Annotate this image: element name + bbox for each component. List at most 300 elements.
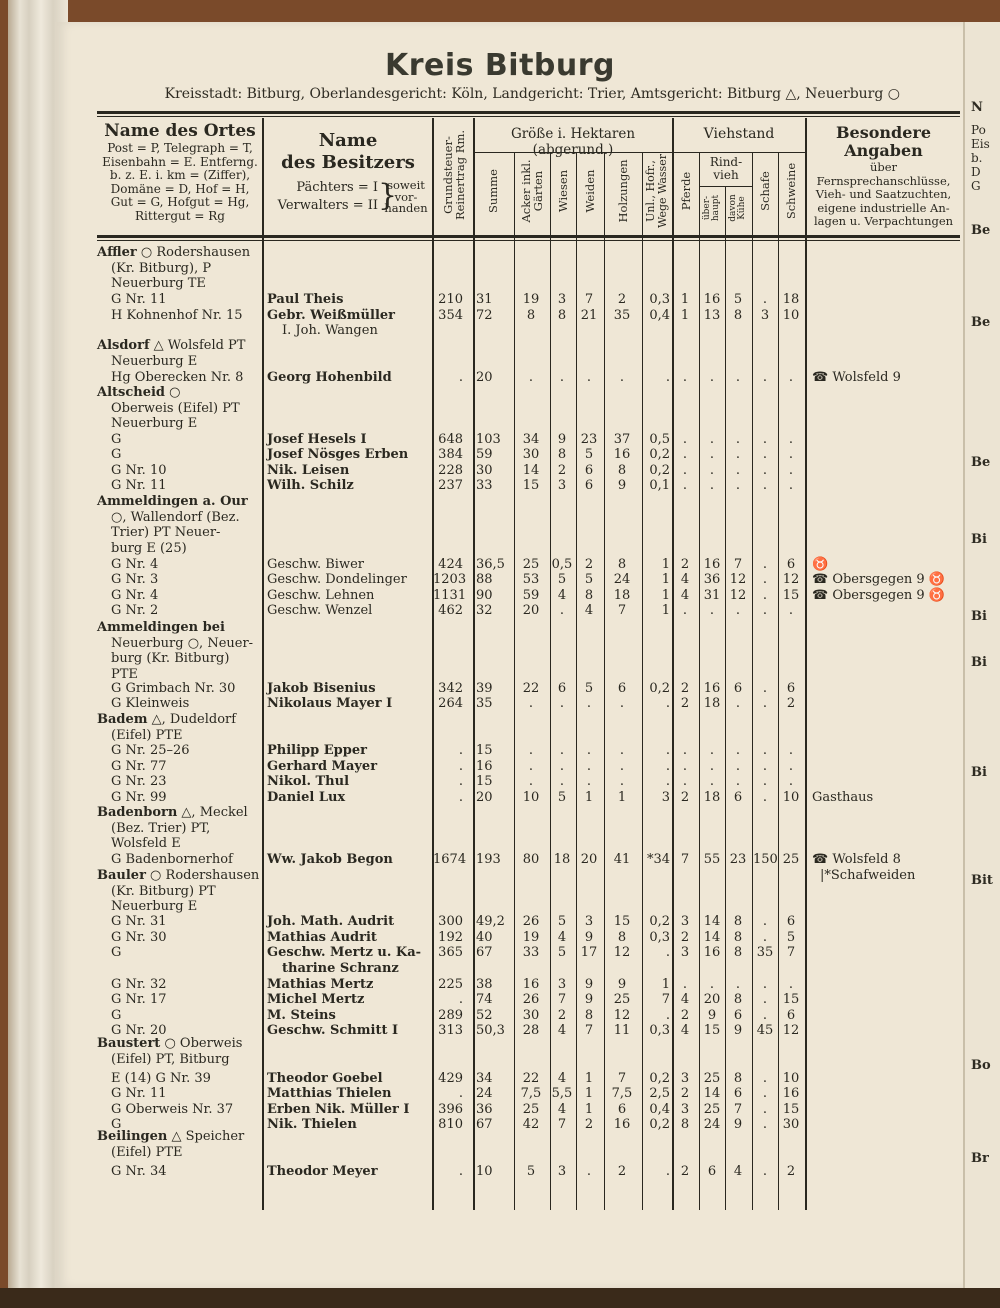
- schafe-cell: 35: [756, 945, 774, 960]
- estate-label: H Kohnenhof Nr. 15: [111, 308, 243, 323]
- header-kuehe: davon Kühe: [728, 194, 747, 222]
- owner-name: Josef Nösges Erben: [267, 447, 409, 462]
- owner-name: Geschw. Schmitt I: [267, 1023, 399, 1038]
- estate-label: G Nr. 25–26: [111, 743, 190, 758]
- col-divider: [514, 152, 515, 1210]
- schafe-cell: .: [762, 1086, 768, 1101]
- summe-cell: 72: [476, 308, 493, 323]
- weiden-cell: 17: [580, 945, 598, 960]
- grundsteuer-cell: 384: [438, 447, 463, 462]
- rindvieh-cell: 16: [703, 945, 721, 960]
- weiden-cell: 4: [584, 603, 594, 618]
- schweine-cell: 5: [786, 930, 796, 945]
- schweine-cell: 12: [782, 572, 800, 587]
- wiesen-cell: 6: [557, 681, 567, 696]
- schafe-cell: .: [762, 463, 768, 478]
- owner-name: Mathias Mertz: [267, 977, 374, 992]
- pferde-cell: 2: [680, 681, 690, 696]
- unl-cell: 0,4: [649, 1102, 670, 1117]
- schweine-cell: 16: [782, 1086, 800, 1101]
- location-name: Alsdorf △ Wolsfeld PT: [97, 338, 246, 353]
- header-summe: Summe: [486, 169, 500, 213]
- grundsteuer-cell: 354: [438, 308, 463, 323]
- summe-cell: 49,2: [476, 914, 505, 929]
- unl-cell: .: [665, 774, 670, 789]
- next-page-text: D: [971, 165, 981, 179]
- wiesen-cell: 5: [557, 790, 567, 805]
- holzungen-cell: 15: [613, 914, 631, 929]
- pferde-cell: 2: [680, 1008, 690, 1023]
- unl-cell: 2,5: [649, 1086, 670, 1101]
- acker-cell: 28: [522, 1023, 540, 1038]
- weiden-cell: 9: [584, 992, 594, 1007]
- unl-cell: 0,3: [649, 930, 670, 945]
- rindvieh-cell: .: [709, 759, 715, 774]
- header-bottom-rule-thin: [97, 240, 960, 241]
- holzungen-cell: .: [619, 370, 625, 385]
- location-name: Badenborn △, Meckel: [97, 805, 248, 820]
- estate-label: G Nr. 34: [111, 1164, 167, 1179]
- owner-name: Joh. Math. Audrit: [267, 914, 395, 929]
- acker-cell: 7,5: [520, 1086, 542, 1101]
- summe-cell: 35: [476, 696, 493, 711]
- unl-cell: 0,3: [649, 292, 670, 307]
- schafe-cell: 45: [756, 1023, 774, 1038]
- grundsteuer-cell: .: [458, 992, 463, 1007]
- schweine-cell: .: [788, 370, 794, 385]
- pferde-cell: .: [682, 370, 688, 385]
- rindvieh-cell: .: [709, 447, 715, 462]
- owner-name: Theodor Meyer: [267, 1164, 378, 1179]
- wiesen-cell: .: [559, 603, 565, 618]
- rindvieh-cell: 16: [703, 681, 721, 696]
- holzungen-cell: 24: [613, 572, 631, 587]
- estate-label: G Nr. 4: [111, 588, 159, 603]
- grundsteuer-cell: 300: [438, 914, 463, 929]
- pferde-cell: 2: [680, 557, 690, 572]
- kuehe-cell: 8: [733, 308, 743, 323]
- grundsteuer-cell: .: [458, 370, 463, 385]
- schweine-cell: .: [788, 447, 794, 462]
- kuehe-cell: 8: [733, 1071, 743, 1086]
- schweine-cell: 6: [786, 681, 796, 696]
- location-detail: (Kr. Bitburg), P: [111, 260, 212, 276]
- location-name: Altscheid ○: [97, 385, 181, 400]
- unl-cell: .: [665, 1008, 670, 1023]
- rindvieh-cell: 24: [703, 1117, 721, 1132]
- weiden-cell: 5: [584, 447, 594, 462]
- owner-name: Theodor Goebel: [267, 1071, 383, 1086]
- holzungen-cell: 7: [617, 603, 627, 618]
- unl-cell: 0,2: [649, 914, 670, 929]
- page-subtitle: Kreisstadt: Bitburg, Oberlandesgericht: Köln, Landgericht: Trier, Amtsgericht: Bitburg △, Neuerburg ○: [164, 86, 900, 102]
- grundsteuer-cell: 429: [438, 1071, 463, 1086]
- summe-cell: 31: [476, 292, 493, 307]
- grundsteuer-cell: 462: [438, 603, 463, 618]
- estate-label: G Nr. 20: [111, 1023, 167, 1038]
- wiesen-cell: 2: [557, 1008, 567, 1023]
- wiesen-cell: 9: [557, 432, 567, 447]
- weiden-cell: 8: [584, 1008, 594, 1023]
- acker-cell: 42: [522, 1117, 540, 1132]
- weiden-cell: .: [586, 774, 592, 789]
- rindvieh-cell: 14: [703, 930, 721, 945]
- estate-label: G Nr. 11: [111, 478, 167, 493]
- unl-cell: 0,5: [649, 432, 670, 447]
- schafe-cell: .: [762, 1102, 768, 1117]
- summe-cell: 10: [476, 1164, 493, 1179]
- owner-name: Geschw. Mertz u. Ka-: [267, 945, 422, 960]
- rindvieh-cell: 36: [703, 572, 721, 587]
- pferde-cell: .: [682, 447, 688, 462]
- pferde-cell: .: [682, 759, 688, 774]
- wiesen-cell: .: [559, 774, 565, 789]
- wiesen-cell: 0,5: [551, 557, 573, 572]
- wiesen-cell: 3: [557, 292, 567, 307]
- kuehe-cell: .: [735, 463, 741, 478]
- holzungen-cell: 6: [617, 681, 627, 696]
- col-divider: [262, 118, 264, 1210]
- col-divider: [672, 118, 674, 1210]
- next-page-text: Br: [971, 1151, 989, 1166]
- summe-cell: 74: [476, 992, 493, 1007]
- unl-cell: 0,2: [649, 447, 670, 462]
- summe-cell: 33: [476, 478, 493, 493]
- grundsteuer-cell: 264: [438, 696, 463, 711]
- location-detail: PTE: [111, 666, 138, 682]
- kuehe-cell: .: [735, 759, 741, 774]
- grundsteuer-cell: 342: [438, 681, 463, 696]
- kuehe-cell: 5: [733, 292, 743, 307]
- header-pferde: Pferde: [679, 171, 693, 211]
- weiden-cell: 8: [584, 588, 594, 603]
- schafe-cell: .: [762, 977, 768, 992]
- schweine-cell: .: [788, 463, 794, 478]
- owner-name: Josef Hesels I: [267, 432, 367, 447]
- next-page-text: Po: [971, 123, 986, 137]
- wiesen-cell: .: [559, 743, 565, 758]
- grundsteuer-cell: 313: [438, 1023, 463, 1038]
- grundsteuer-cell: 228: [438, 463, 463, 478]
- location-name: Badem △, Dudeldorf: [97, 712, 237, 727]
- unl-cell: 0,2: [649, 1071, 670, 1086]
- acker-cell: 22: [522, 1071, 540, 1086]
- location-name: Bauler ○ Rodershausen: [97, 868, 260, 883]
- schweine-cell: 15: [782, 992, 800, 1007]
- schafe-cell: .: [762, 572, 768, 587]
- schweine-cell: 7: [786, 945, 796, 960]
- col-divider: [805, 118, 807, 1210]
- estate-label: G Nr. 30: [111, 930, 167, 945]
- header-schweine: Schweine: [784, 162, 798, 220]
- acker-cell: 19: [522, 292, 540, 307]
- location-detail: (Eifel) PT, Bitburg: [111, 1051, 230, 1067]
- kuehe-cell: .: [735, 603, 741, 618]
- estate-label: G Kleinweis: [111, 696, 190, 711]
- besondere-angaben-note: |*Schafweiden: [820, 868, 916, 883]
- header-grundsteuer: Grundsteuer- Reinertrag Rm.: [441, 129, 467, 221]
- besondere-angaben: ☎ Wolsfeld 9: [812, 370, 901, 385]
- location-detail: Oberweis (Eifel) PT: [111, 400, 240, 416]
- estate-label: G: [111, 945, 122, 960]
- pferde-cell: 3: [680, 914, 690, 929]
- owner-name: Paul Theis: [267, 292, 344, 307]
- rindvieh-cell: .: [709, 432, 715, 447]
- estate-label: G: [111, 1008, 122, 1023]
- weiden-cell: 7: [584, 292, 594, 307]
- pferde-cell: 3: [680, 1071, 690, 1086]
- summe-cell: 32: [476, 603, 493, 618]
- schweine-cell: 2: [786, 1164, 796, 1179]
- besondere-angaben: ☎ Obersgegen 9 ♉: [812, 588, 946, 603]
- rindvieh-cell: .: [709, 977, 715, 992]
- acker-cell: 16: [522, 977, 540, 992]
- estate-label: Hg Oberecken Nr. 8: [111, 370, 244, 385]
- estate-label: G Nr. 99: [111, 790, 167, 805]
- estate-label: G Nr. 3: [111, 572, 159, 587]
- schafe-cell: .: [762, 478, 768, 493]
- pferde-cell: 2: [680, 1164, 690, 1179]
- schafe-cell: .: [762, 603, 768, 618]
- schweine-cell: .: [788, 759, 794, 774]
- owner-name: Erben Nik. Müller I: [267, 1102, 410, 1117]
- holzungen-cell: 1: [617, 790, 627, 805]
- pferde-cell: 3: [680, 945, 690, 960]
- wiesen-cell: 4: [557, 1071, 567, 1086]
- estate-label: G Nr. 31: [111, 914, 167, 929]
- kuehe-cell: 8: [733, 914, 743, 929]
- acker-cell: 30: [522, 1008, 540, 1023]
- acker-cell: 33: [522, 945, 540, 960]
- table-top-rule: [97, 111, 960, 114]
- pferde-cell: .: [682, 463, 688, 478]
- acker-cell: 10: [522, 790, 540, 805]
- pferde-cell: 1: [680, 292, 690, 307]
- rindvieh-rule: [700, 186, 752, 187]
- header-besitzer-legend: Pächters = I Verwalters = II: [277, 180, 378, 213]
- weiden-cell: .: [586, 759, 592, 774]
- location-detail: (Bez. Trier) PT,: [111, 820, 211, 836]
- unl-cell: 1: [661, 557, 670, 572]
- holzungen-cell: 2: [617, 1164, 627, 1179]
- summe-cell: 39: [476, 681, 493, 696]
- estate-label: G Nr. 77: [111, 759, 167, 774]
- location-detail: Trier) PT Neuer-: [111, 525, 221, 540]
- rindvieh-cell: 6: [707, 1164, 717, 1179]
- wiesen-cell: 5: [557, 914, 567, 929]
- owner-name: Gerhard Mayer: [267, 759, 378, 774]
- unl-cell: .: [665, 696, 670, 711]
- holzungen-cell: 18: [613, 588, 631, 603]
- pferde-cell: .: [682, 432, 688, 447]
- weiden-cell: 9: [584, 930, 594, 945]
- grundsteuer-cell: .: [458, 1086, 463, 1101]
- owner-name: Geschw. Wenzel: [267, 603, 373, 618]
- summe-cell: 34: [476, 1071, 493, 1086]
- holzungen-cell: 7: [617, 1071, 627, 1086]
- summe-cell: 193: [476, 852, 501, 867]
- rindvieh-cell: 14: [703, 914, 721, 929]
- estate-label: G: [111, 1117, 122, 1132]
- acker-cell: .: [528, 759, 534, 774]
- owner-name: Daniel Lux: [267, 790, 346, 805]
- next-page-text: Bit: [971, 873, 993, 888]
- holzungen-cell: .: [619, 743, 625, 758]
- schafe-cell: .: [762, 914, 768, 929]
- holzungen-cell: 7,5: [611, 1086, 633, 1101]
- weiden-cell: 1: [584, 1102, 594, 1117]
- pferde-cell: 2: [680, 696, 690, 711]
- holzungen-cell: 9: [617, 478, 627, 493]
- owner-name: Ww. Jakob Begon: [267, 852, 393, 867]
- schweine-cell: .: [788, 603, 794, 618]
- rindvieh-cell: 18: [703, 696, 721, 711]
- rindvieh-cell: .: [709, 774, 715, 789]
- next-page-text: Bi: [971, 655, 987, 670]
- owner-name: Nikol. Thul: [267, 774, 350, 789]
- owner-name: M. Steins: [267, 1008, 336, 1023]
- weiden-cell: 2: [584, 1117, 594, 1132]
- rindvieh-cell: 14: [703, 1086, 721, 1101]
- estate-label: G Nr. 32: [111, 977, 167, 992]
- summe-cell: 36,5: [476, 557, 505, 572]
- summe-cell: 15: [476, 774, 493, 789]
- summe-cell: 36: [476, 1102, 493, 1117]
- schafe-cell: 3: [760, 308, 770, 323]
- pferde-cell: 4: [680, 588, 690, 603]
- wiesen-cell: 18: [553, 852, 571, 867]
- owner-name: tharine Schranz: [282, 961, 399, 976]
- grundsteuer-cell: 225: [438, 977, 463, 992]
- owner-name: Nik. Thielen: [267, 1117, 357, 1132]
- schweine-cell: 12: [782, 1023, 800, 1038]
- location-detail: (Eifel) PTE: [111, 727, 183, 743]
- weiden-cell: 7: [584, 1023, 594, 1038]
- unl-cell: 3: [661, 790, 670, 805]
- unl-cell: 0,3: [649, 1023, 670, 1038]
- unl-cell: 1: [661, 977, 670, 992]
- schafe-cell: .: [762, 557, 768, 572]
- summe-cell: 103: [476, 432, 501, 447]
- unl-cell: *34: [646, 852, 670, 867]
- kuehe-cell: 7: [733, 557, 743, 572]
- header-rindvieh-group: Rind- vieh: [709, 155, 743, 182]
- schweine-cell: 18: [782, 292, 800, 307]
- wiesen-cell: .: [559, 759, 565, 774]
- wiesen-cell: 3: [557, 977, 567, 992]
- schafe-cell: .: [762, 992, 768, 1007]
- owner-name: Wilh. Schilz: [267, 478, 354, 493]
- acker-cell: 26: [522, 992, 540, 1007]
- holzungen-cell: 2: [617, 292, 627, 307]
- rindvieh-cell: .: [709, 370, 715, 385]
- owner-name: Geschw. Dondelinger: [267, 572, 407, 587]
- owner-name: Matthias Thielen: [267, 1086, 392, 1101]
- header-viehstand-group: Viehstand: [703, 126, 775, 142]
- rindvieh-cell: 13: [703, 308, 721, 323]
- owner-name: Jakob Bisenius: [267, 681, 376, 696]
- pferde-cell: 4: [680, 1023, 690, 1038]
- schweine-cell: 25: [782, 852, 800, 867]
- rindvieh-cell: 55: [703, 852, 721, 867]
- estate-label: G Nr. 2: [111, 603, 159, 618]
- besondere-angaben: Gasthaus: [812, 790, 874, 805]
- location-name: Baustert ○ Oberweis: [97, 1036, 243, 1051]
- schafe-cell: .: [762, 432, 768, 447]
- acker-cell: 26: [522, 914, 540, 929]
- grundsteuer-cell: .: [458, 1164, 463, 1179]
- wiesen-cell: 4: [557, 930, 567, 945]
- owner-name: Nik. Leisen: [267, 463, 350, 478]
- summe-cell: 52: [476, 1008, 493, 1023]
- location-detail: ○, Wallendorf (Bez.: [111, 509, 240, 525]
- header-ort-title: Name des Ortes: [104, 121, 256, 141]
- holzungen-cell: 6: [617, 1102, 627, 1117]
- header-acker: Acker inkl. Gärten: [519, 159, 545, 223]
- rindvieh-cell: 18: [703, 790, 721, 805]
- grundsteuer-cell: .: [458, 774, 463, 789]
- holzungen-cell: .: [619, 759, 625, 774]
- schafe-cell: .: [762, 292, 768, 307]
- summe-cell: 16: [476, 759, 493, 774]
- owner-name: Michel Mertz: [267, 992, 365, 1007]
- rindvieh-cell: 25: [703, 1071, 721, 1086]
- rindvieh-cell: 15: [703, 1023, 721, 1038]
- next-page-text: b.: [971, 151, 983, 165]
- summe-cell: 50,3: [476, 1023, 505, 1038]
- weiden-cell: 9: [584, 977, 594, 992]
- unl-cell: .: [665, 743, 670, 758]
- owner-name: Geschw. Lehnen: [267, 588, 375, 603]
- wiesen-cell: 5: [557, 945, 567, 960]
- kuehe-cell: 7: [733, 1102, 743, 1117]
- besondere-angaben: ☎ Wolsfeld 8: [812, 852, 901, 867]
- holzungen-cell: 8: [617, 463, 627, 478]
- schweine-cell: .: [788, 774, 794, 789]
- kuehe-cell: .: [735, 774, 741, 789]
- weiden-cell: 6: [584, 478, 594, 493]
- summe-cell: 15: [476, 743, 493, 758]
- kuehe-cell: 8: [733, 992, 743, 1007]
- besondere-angaben: ♉: [812, 557, 829, 572]
- weiden-cell: 2: [584, 557, 594, 572]
- unl-cell: 0,2: [649, 1117, 670, 1132]
- owner-name: Mathias Audrit: [267, 930, 377, 945]
- header-holzungen: Holzungen: [616, 159, 630, 223]
- acker-cell: 34: [522, 432, 540, 447]
- wiesen-cell: 3: [557, 1164, 567, 1179]
- schafe-cell: .: [762, 1071, 768, 1086]
- location-detail: Neuerburg E: [111, 353, 198, 369]
- schafe-cell: .: [762, 681, 768, 696]
- grundsteuer-cell: 424: [438, 557, 463, 572]
- location-detail: burg (Kr. Bitburg): [111, 651, 230, 666]
- kuehe-cell: .: [735, 432, 741, 447]
- unl-cell: 1: [661, 588, 670, 603]
- estate-label: G: [111, 447, 122, 462]
- acker-cell: 25: [522, 557, 540, 572]
- header-ort-legend: Post = P, Telegraph = T, Eisenbahn = E. Entferng. b. z. E. i. km = (Ziffer), Domäne = D, Hof = H, Gut = G, Hofgut = Hg, Rittergut = Rg: [102, 141, 258, 223]
- grundsteuer-cell: 648: [438, 432, 463, 447]
- rindvieh-cell: 16: [703, 292, 721, 307]
- next-page-text: Be: [971, 223, 991, 238]
- location-detail: Neuerburg ○, Neuer-: [111, 635, 254, 651]
- schweine-cell: .: [788, 478, 794, 493]
- estate-label: G Nr. 11: [111, 292, 167, 307]
- weiden-cell: .: [586, 1164, 592, 1179]
- schafe-cell: .: [762, 930, 768, 945]
- acker-cell: .: [528, 370, 534, 385]
